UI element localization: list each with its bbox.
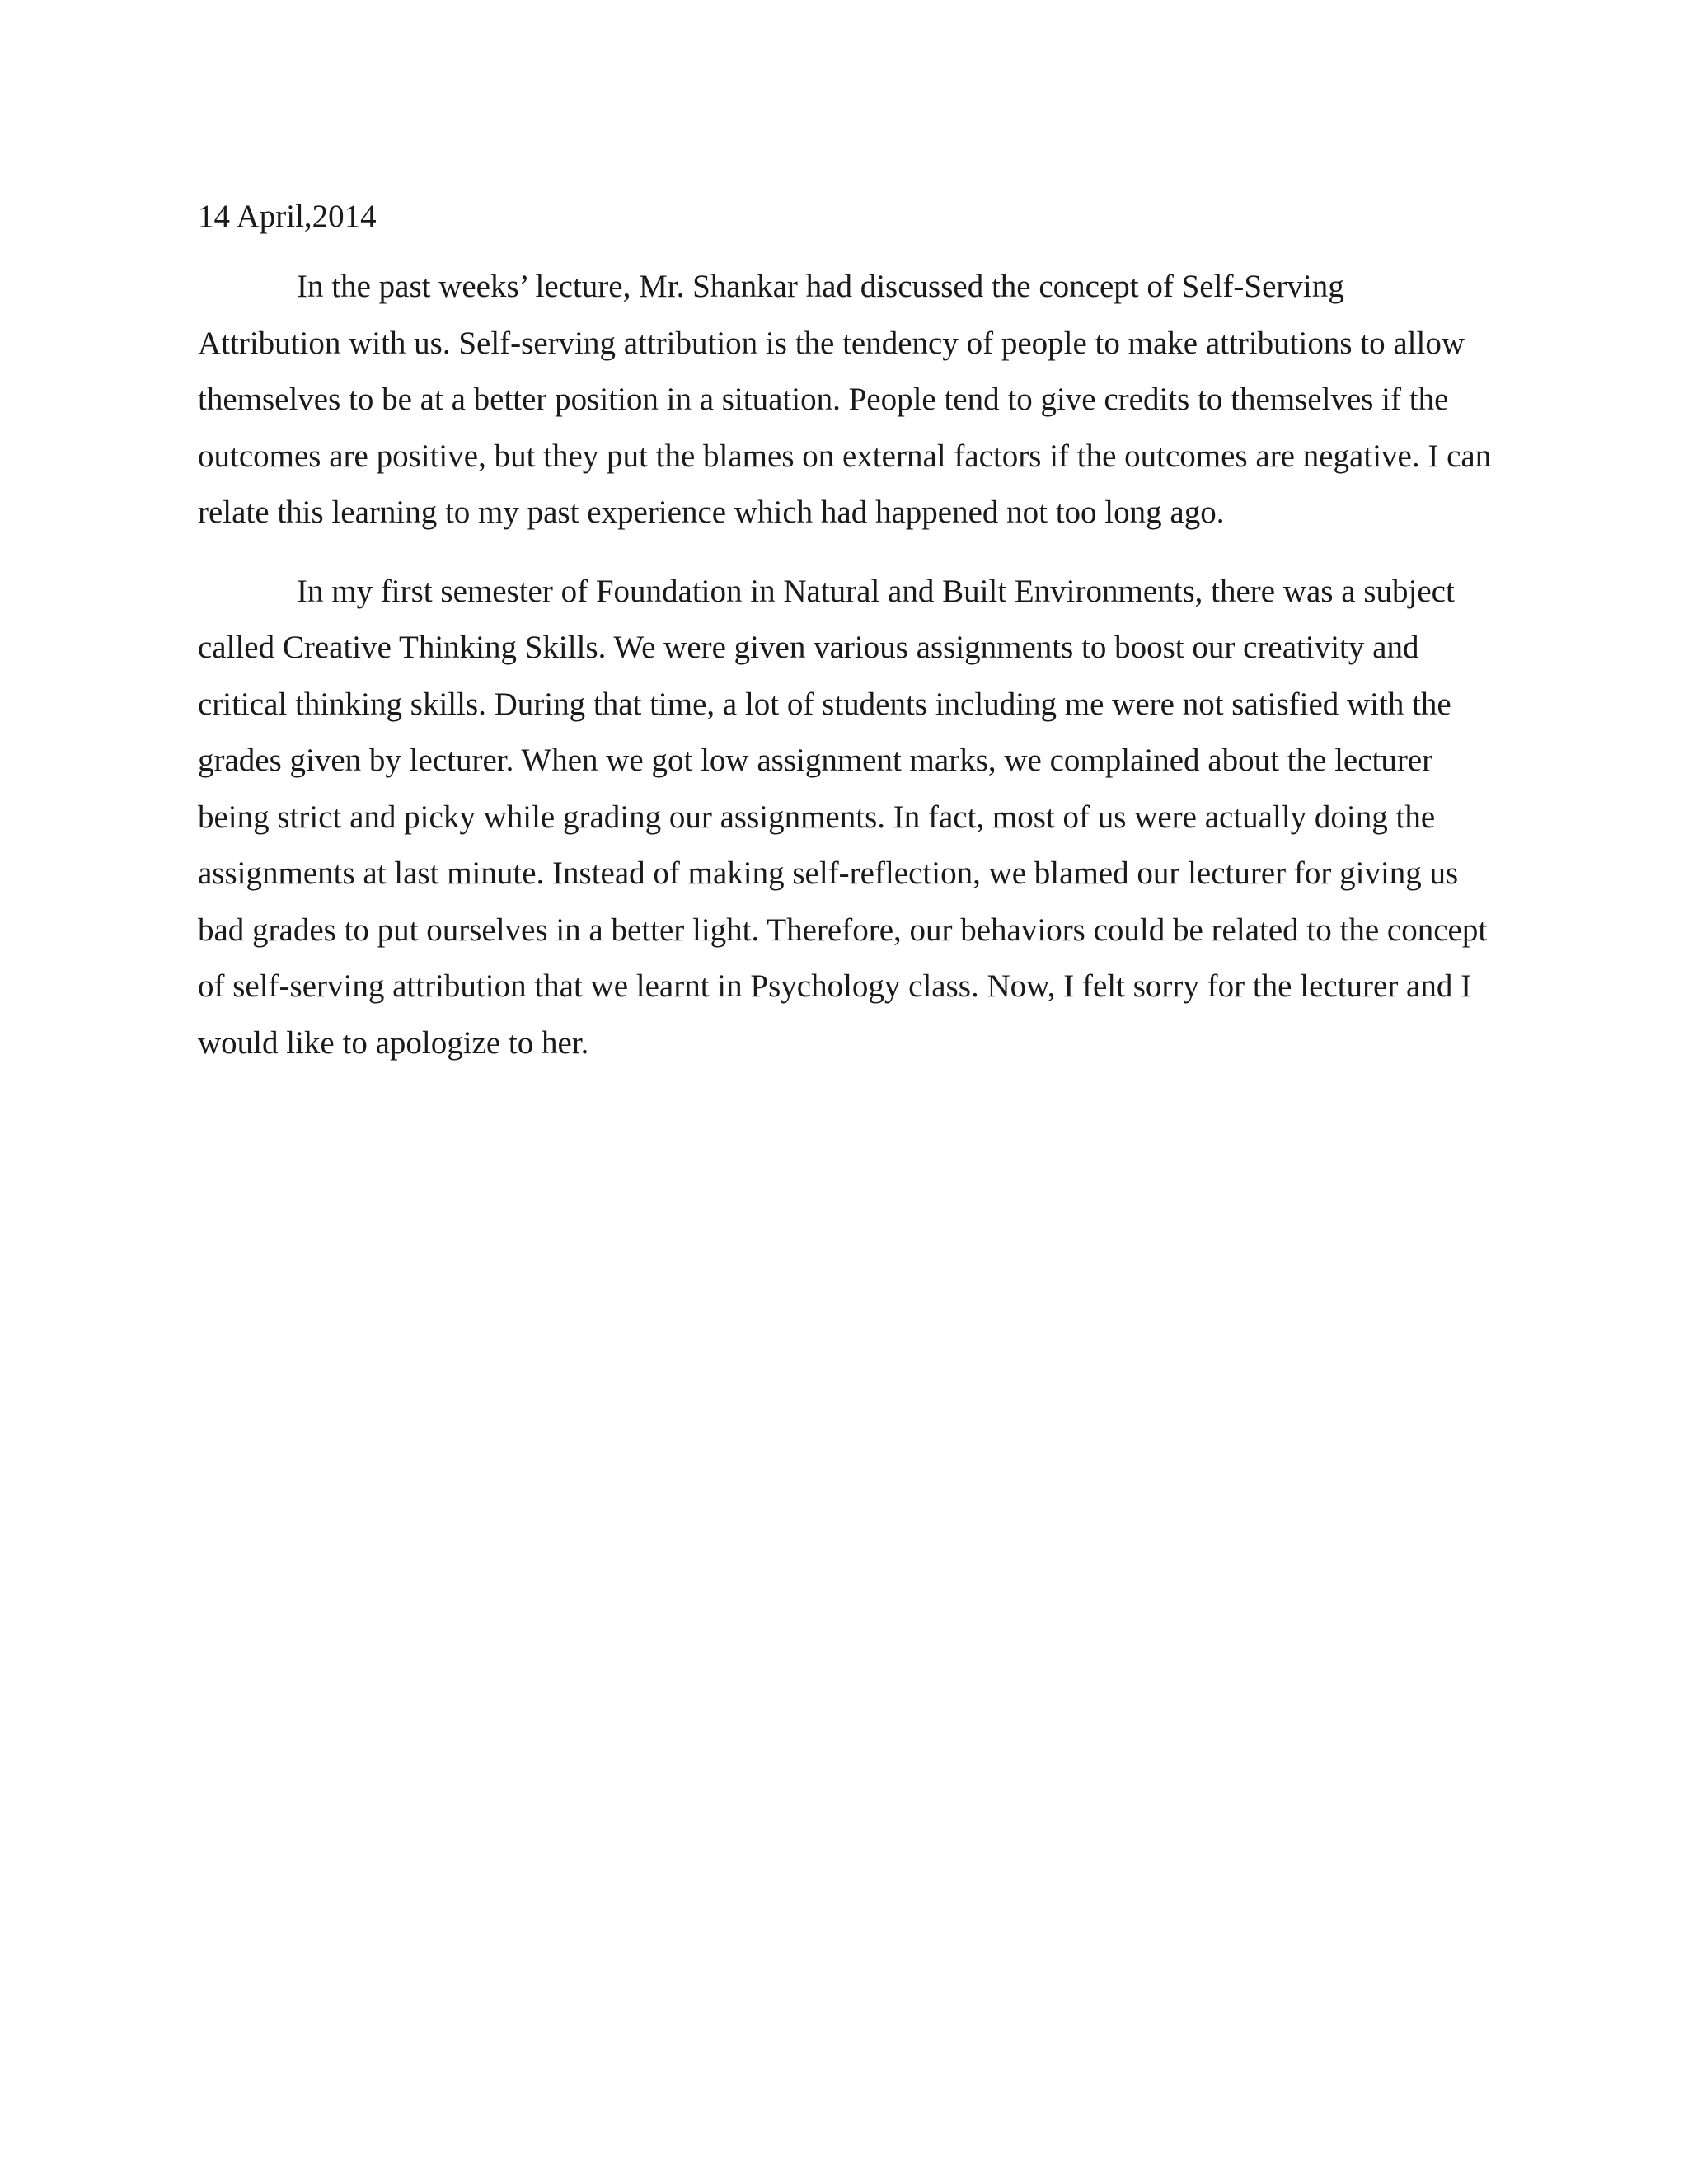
paragraph-1: In the past weeks’ lecture, Mr. Shankar had discussed the concept of Self-Serving Attribution with us. Self-serving attribution is the tendency of people to make attributions to allow themselves to be at a better position in a situation. People tend to give credits to themselves if the outcomes are positive, but they put the blames on external factors if the outcomes are negative. I can relate this learning to my past experience which had happened not too long ago. xyxy=(198,269,1492,530)
paragraph-2: In my first semester of Foundation in Natural and Built Environments, there was a subject called Creative Thinking Skills. We were given various assignments to boost our creativity and critical thinking skills. During that time, a lot of students including me were not satisfied with the grades given by lecturer. When we got low assignment marks, we complained about the lecturer being strict and picky while grading our assignments. In fact, most of us were actually doing the assignments at last minute. Instead of making self-reflection, we blamed our lecturer for giving us bad grades to put ourselves in a better light. Therefore, our behaviors could be related to the concept of self-serving attribution that we learnt in Psychology class. Now, I felt sorry for the lecturer and I would like to apologize to her. xyxy=(198,573,1488,1061)
document-date: 14 April,2014 xyxy=(198,199,377,234)
document-body xyxy=(198,198,1492,1094)
